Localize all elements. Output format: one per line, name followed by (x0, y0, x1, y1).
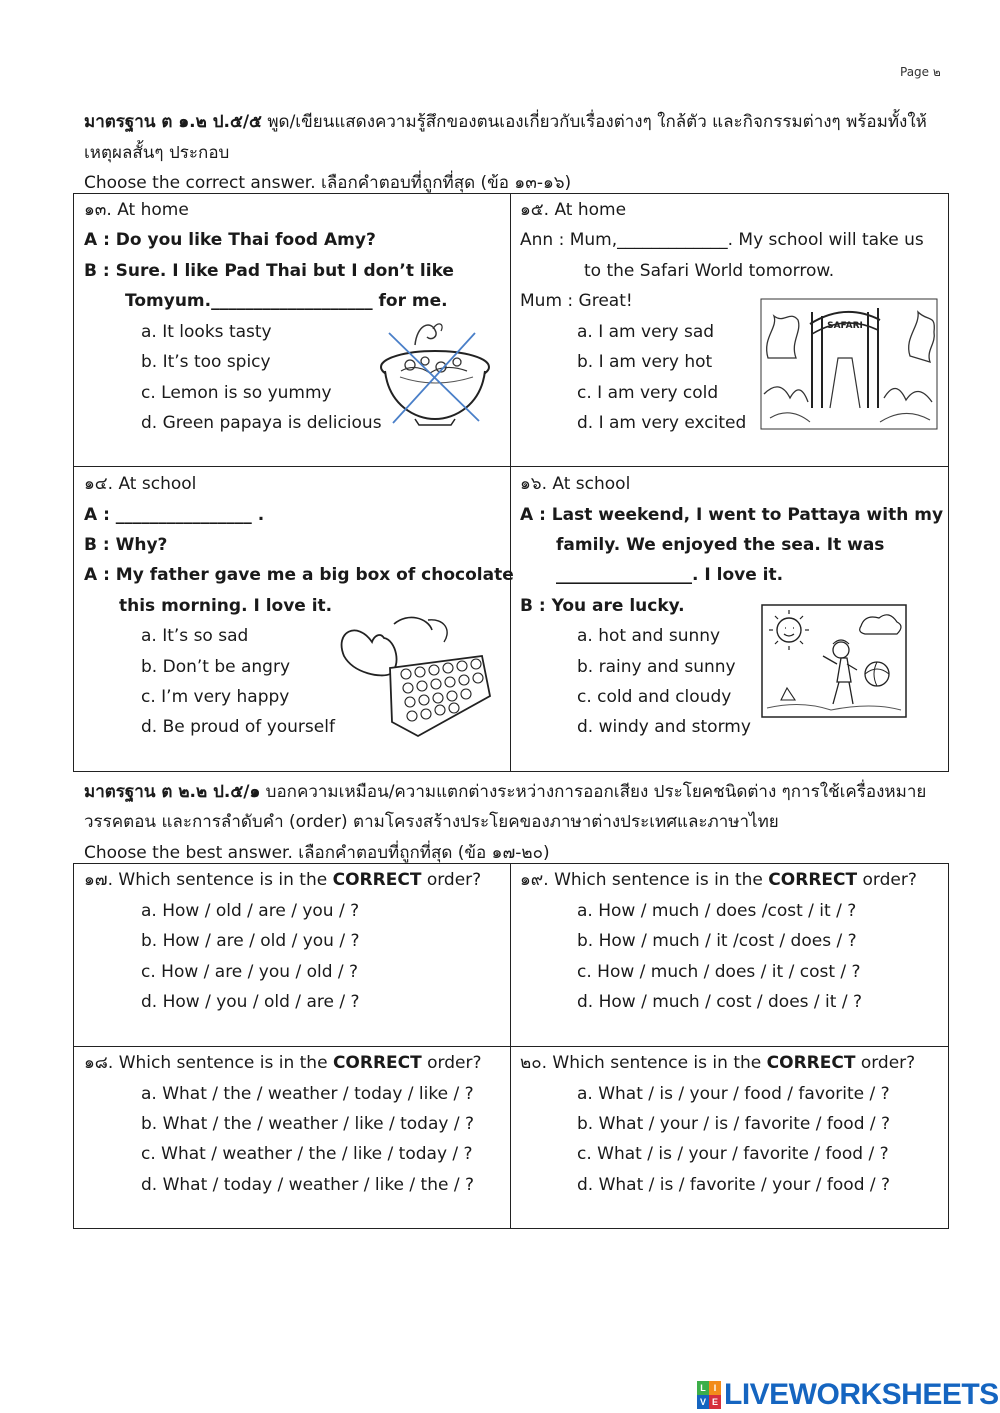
choice-option[interactable]: b. What / the / weather / like / today / ? (141, 1114, 475, 1134)
choice-option[interactable]: c. I am very cold (577, 383, 719, 403)
dialogue-line: B : Why? (84, 535, 168, 555)
choice-option[interactable]: a. hot and sunny (577, 626, 721, 646)
dialogue-line: A : ________________ . (84, 505, 265, 525)
safari-gate-illustration (760, 298, 938, 430)
choice-option[interactable]: b. rainy and sunny (577, 657, 736, 677)
standard-text-cont: วรรคตอน และการลำดับคำ (order) ตามโครงสร้างประโยคของภาษาต่างประเทศและภาษาไทย (84, 812, 779, 832)
question-title: ๑๕. At home (520, 200, 627, 220)
question-prompt (520, 1053, 915, 1073)
choice-option[interactable]: b. What / your / is / favorite / food / ? (577, 1114, 891, 1134)
standard-text: บอกความเหมือน/ความแตกต่างระหว่างการออกเสียง ประโยคชนิดต่าง ๆการใช้เครื่องหมาย (265, 782, 927, 802)
page-number: Page ๒ (900, 65, 941, 79)
prompt-text: Which sentence is in the (118, 1053, 328, 1073)
choice-option[interactable]: a. What / the / weather / today / like / ? (141, 1084, 474, 1104)
choice-option[interactable]: a. It’s so sad (141, 626, 249, 646)
choice-option[interactable]: b. How / are / old / you / ? (141, 931, 360, 951)
dialogue-line: family. We enjoyed the sea. It was (556, 535, 885, 555)
table-divider (73, 466, 949, 467)
logo-text: LIVEWORKSHEETS (724, 1378, 999, 1411)
prompt-text: Which sentence is in the (118, 870, 328, 890)
dialogue-line: A : My father gave me a big box of chocolate (84, 565, 514, 585)
question-prompt (520, 870, 917, 890)
choice-option[interactable]: d. What / is / favorite / your / food / ? (577, 1175, 891, 1195)
prompt-text: order? (860, 1053, 916, 1073)
badge-letter: I (709, 1381, 721, 1395)
choice-option[interactable]: d. How / you / old / are / ? (141, 992, 360, 1012)
dialogue-line: B : You are lucky. (520, 596, 685, 616)
choice-option[interactable]: d. Green papaya is delicious (141, 413, 382, 433)
standard-code: มาตรฐาน ต ๒.๒ ป.๕/๑ (84, 782, 261, 802)
dialogue-line: Tomyum.___________________ for me. (125, 291, 448, 311)
dialogue-line: to the Safari World tomorrow. (584, 261, 835, 281)
dialogue-line: this morning. I love it. (119, 596, 333, 616)
question-number: ๑๙. (520, 870, 549, 890)
choice-option[interactable]: c. Lemon is so yummy (141, 383, 332, 403)
standard-text: พูด/เขียนแสดงความรู้สึกของตนเองเกี่ยวกับเรื่องต่างๆ ใกล้ตัว และกิจกรรมต่างๆ พร้อมทั้งให้ (267, 112, 927, 132)
question-number: ๑๗. (84, 870, 113, 890)
choice-option[interactable]: d. windy and stormy (577, 717, 751, 737)
safari-sign-text: SAFARI (827, 321, 863, 331)
table-divider (73, 1046, 949, 1047)
prompt-text: Which sentence is in the (552, 1053, 762, 1073)
question-number: ๒๐. (520, 1053, 547, 1073)
choice-option[interactable]: b. Don’t be angry (141, 657, 291, 677)
question-number: ๑๘. (84, 1053, 114, 1073)
choice-option[interactable]: c. What / is / your / favorite / food / ? (577, 1144, 889, 1164)
beach-sun-illustration (761, 604, 907, 718)
dialogue-line: Ann : Mum,_____________. My school will take us (520, 230, 924, 250)
chocolate-box-illustration (332, 612, 494, 740)
choice-option[interactable]: c. How / much / does / it / cost / ? (577, 962, 861, 982)
choice-option[interactable]: a. It looks tasty (141, 322, 272, 342)
choice-option[interactable]: d. I am very excited (577, 413, 747, 433)
prompt-emphasis: CORRECT (332, 870, 422, 890)
choice-option[interactable]: b. How / much / it /cost / does / ? (577, 931, 857, 951)
choice-option[interactable]: a. How / old / are / you / ? (141, 901, 360, 921)
question-prompt (84, 1053, 482, 1073)
choice-option[interactable]: c. cold and cloudy (577, 687, 732, 707)
badge-letter: E (709, 1395, 721, 1409)
dialogue-line: A : Do you like Thai food Amy? (84, 230, 376, 250)
question-title: ๑๔. At school (84, 474, 197, 494)
choice-option[interactable]: d. How / much / cost / does / it / ? (577, 992, 863, 1012)
choice-option[interactable]: d. Be proud of yourself (141, 717, 335, 737)
question-prompt (84, 870, 481, 890)
choice-option[interactable]: b. It’s too spicy (141, 352, 271, 372)
choice-option[interactable]: c. I’m very happy (141, 687, 290, 707)
choice-option[interactable]: c. What / weather / the / like / today / ? (141, 1144, 473, 1164)
instruction-2: Choose the best answer. เลือกคำตอบที่ถูกที่สุด (ข้อ ๑๗-๒๐) (84, 843, 550, 863)
dialogue-line: A : Last weekend, I went to Pattaya with my (520, 505, 944, 525)
liveworksheets-logo[interactable] (697, 1378, 999, 1412)
badge-letter: L (697, 1381, 709, 1395)
prompt-emphasis: CORRECT (766, 1053, 856, 1073)
choice-option[interactable]: a. What / is / your / food / favorite / ? (577, 1084, 890, 1104)
choice-option[interactable]: c. How / are / you / old / ? (141, 962, 359, 982)
standard-heading-1 (84, 108, 927, 135)
standard-heading-2 (84, 778, 926, 805)
badge-letter: V (697, 1395, 709, 1409)
choice-option[interactable]: b. I am very hot (577, 352, 713, 372)
question-title: ๑๓. At home (84, 200, 189, 220)
standard-text-cont: เหตุผลสั้นๆ ประกอบ (84, 143, 230, 163)
dialogue-line: B : Sure. I like Pad Thai but I don’t like (84, 261, 454, 281)
prompt-text: Which sentence is in the (554, 870, 763, 890)
question-title: ๑๖. At school (520, 474, 631, 494)
prompt-text: order? (427, 1053, 482, 1073)
prompt-emphasis: CORRECT (768, 870, 858, 890)
table-divider (510, 193, 511, 772)
instruction-1: Choose the correct answer. เลือกคำตอบที่ถูกที่สุด (ข้อ ๑๓-๑๖) (84, 173, 572, 193)
prompt-emphasis: CORRECT (332, 1053, 422, 1073)
logo-badge-icon (697, 1381, 721, 1409)
choice-option[interactable]: a. I am very sad (577, 322, 715, 342)
choice-option[interactable]: a. How / much / does /cost / it / ? (577, 901, 857, 921)
dialogue-line: Mum : Great! (520, 291, 633, 311)
prompt-text: order? (862, 870, 917, 890)
prompt-text: order? (426, 870, 482, 890)
choice-option[interactable]: d. What / today / weather / like / the / ? (141, 1175, 475, 1195)
crossed-soup-bowl-illustration (375, 315, 495, 427)
standard-code: มาตรฐาน ต ๑.๒ ป.๕/๕ (84, 112, 262, 132)
dialogue-line: ________________. I love it. (556, 565, 784, 585)
